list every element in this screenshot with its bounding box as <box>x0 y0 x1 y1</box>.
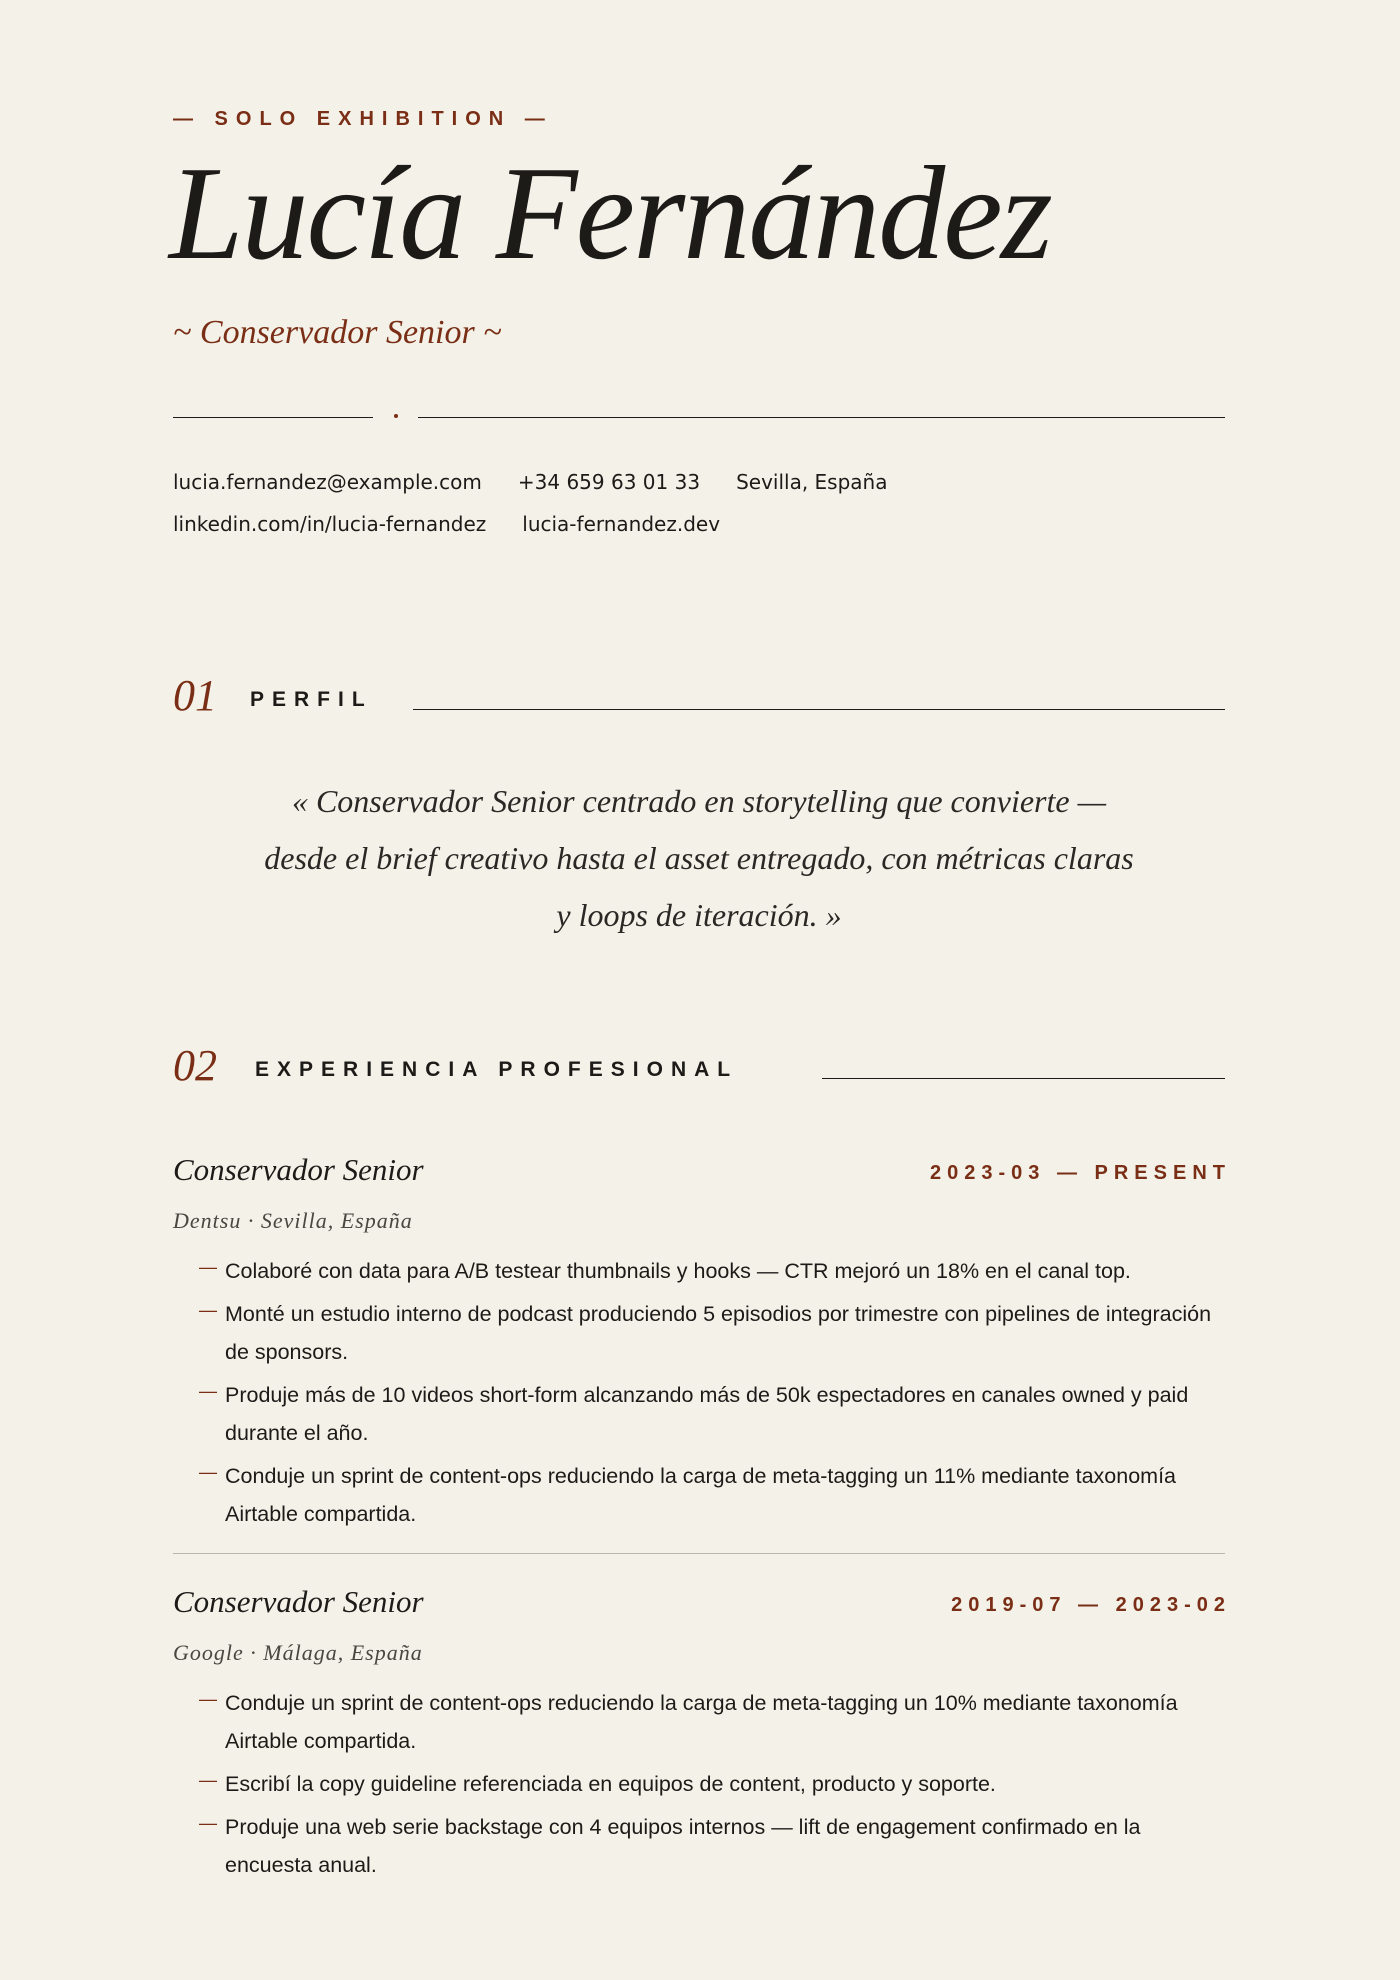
contact-phone[interactable]: +34 659 63 01 33 <box>517 470 701 494</box>
header-rule-left <box>173 417 373 418</box>
job-title: Conservador Senior <box>173 1152 424 1187</box>
bullet-text: Conduje un sprint de content-ops reduciendo la carga de meta-tagging un 11% mediante taxonomía Airtable compartida. <box>225 1464 1176 1526</box>
bullet-text: Colaboré con data para A/B testear thumbnails y hooks — CTR mejoró un 18% en el canal top. <box>225 1259 1131 1283</box>
header-rule-right <box>418 417 1225 418</box>
job-bullet <box>173 1765 1225 1803</box>
bullet-dash-icon: — <box>199 1813 217 1833</box>
candidate-name: Lucía Fernández <box>169 139 1051 287</box>
job-dates: 2023-03 — PRESENT <box>930 1162 1231 1184</box>
bullet-dash-icon: — <box>199 1381 217 1401</box>
section-profile-header <box>173 670 1225 730</box>
job-company: Dentsu · Sevilla, España <box>173 1208 413 1233</box>
section-rule <box>413 709 1225 710</box>
bullet-dash-icon: — <box>199 1689 217 1709</box>
contact-email[interactable]: lucia.fernandez@example.com <box>173 470 482 494</box>
job-dates: 2019-07 — 2023-02 <box>951 1594 1231 1616</box>
bullet-text: Produje más de 10 videos short-form alcanzando más de 50k espectadores en canales owned y paid durante el año. <box>225 1383 1189 1445</box>
bullet-dash-icon: — <box>199 1257 217 1277</box>
bullet-dash-icon: — <box>199 1462 217 1482</box>
job-bullet <box>173 1457 1225 1533</box>
job-bullet <box>173 1808 1225 1884</box>
job-title: Conservador Senior <box>173 1584 424 1619</box>
job-bullet <box>173 1252 1225 1290</box>
section-experience-header <box>173 1040 1225 1100</box>
job-bullets <box>173 1684 1225 1889</box>
job-bullets <box>173 1252 1225 1538</box>
bullet-dash-icon: — <box>199 1770 217 1790</box>
job-bullet <box>173 1295 1225 1371</box>
candidate-subtitle: ~ Conservador Senior ~ <box>173 314 502 351</box>
exhibition-kicker: — SOLO EXHIBITION — <box>173 108 553 130</box>
contact-line-2 <box>173 512 756 536</box>
section-number: 02 <box>173 1041 217 1090</box>
job-company: Google · Málaga, España <box>173 1640 423 1665</box>
bullet-text: Escribí la copy guideline referenciada en equipos de content, producto y soporte. <box>225 1772 996 1796</box>
resume-page <box>169 0 1231 1980</box>
contact-location: Sevilla, España <box>736 470 888 494</box>
profile-quote: « Conservador Senior centrado en storytelling que convierte — desde el brief creativo hasta el asset entregado, con métricas claras y loops de iteración. » <box>264 783 1134 933</box>
section-title: EXPERIENCIA PROFESIONAL <box>255 1058 739 1081</box>
section-number: 01 <box>173 671 217 720</box>
bullet-text: Conduje un sprint de content-ops reduciendo la carga de meta-tagging un 10% mediante taxonomía Airtable compartida. <box>225 1691 1178 1753</box>
bullet-dash-icon: — <box>199 1300 217 1320</box>
job-bullet <box>173 1376 1225 1452</box>
job-bullet <box>173 1684 1225 1760</box>
section-rule <box>822 1078 1225 1079</box>
section-title: PERFIL <box>250 688 373 711</box>
header-rule-dot <box>394 414 398 418</box>
contact-linkedin[interactable]: linkedin.com/in/lucia-fernandez <box>173 512 487 536</box>
contact-line-1 <box>173 470 923 494</box>
contact-website[interactable]: lucia-fernandez.dev <box>522 512 721 536</box>
bullet-text: Monté un estudio interno de podcast produciendo 5 episodios por trimestre con pipelines de integración de sponsors. <box>225 1302 1212 1364</box>
job-separator <box>173 1553 1225 1554</box>
bullet-text: Produje una web serie backstage con 4 equipos internos — lift de engagement confirmado en la encuesta anual. <box>225 1815 1141 1877</box>
